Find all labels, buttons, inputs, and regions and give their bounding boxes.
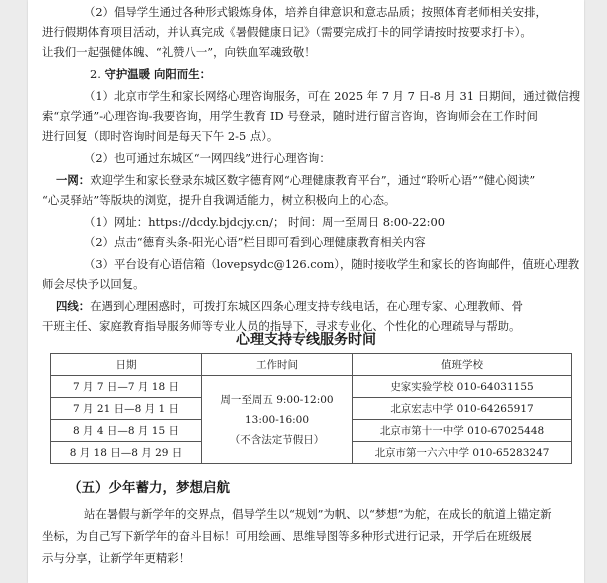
paragraph-one-net-line1 bbox=[28, 170, 607, 190]
paragraph-mailbox-line1: （3）平台设有心语信箱（lovepsydc@126.com），随时接收学生和家长的咨询邮件，值班心理教 bbox=[84, 257, 580, 271]
hotline-schedule-table bbox=[50, 353, 572, 464]
section-five-line1: 站在暑假与新学年的交界点，倡导学生以“规划”为帆、以“梦想”为舵，在成长的航道上锚定新 bbox=[84, 507, 552, 521]
paragraph-online-counsel-line1: （1）北京市学生和家长网络心理咨询服务，可在 2025 年 7 月 7 日-8 月 31 日期间，通过微信搜 bbox=[84, 89, 581, 103]
paragraph-exercise-line1: （2）倡导学生通过各种形式锻炼身体，培养自律意识和意志品质；按照体育老师相关安排， bbox=[84, 5, 547, 19]
four-lines-label: 四线： bbox=[56, 299, 91, 313]
one-net-label: 一网： bbox=[56, 173, 91, 187]
header-date: 日期 bbox=[51, 354, 202, 376]
work-time-cell bbox=[202, 376, 353, 464]
paragraph-district-counsel: （2）也可通过东城区“一网四线”进行心理咨询： bbox=[84, 151, 331, 165]
header-school: 值班学校 bbox=[353, 354, 572, 376]
paragraph-four-lines-line2: 干班主任、家庭教育指导服务师等专业人员的指导下，寻求专业化、个性化的心理疏导与帮助。 bbox=[42, 319, 521, 333]
heading-number: 2. bbox=[90, 67, 101, 81]
row-school: 史家实验学校 010-64031155 bbox=[353, 376, 572, 398]
heading-text: 守护温暖 向阳而生： bbox=[104, 67, 211, 81]
work-time-note: （不含法定节假日） bbox=[229, 433, 325, 446]
header-work-time: 工作时间 bbox=[202, 354, 353, 376]
row-date: 7 月 21 日—8 月 1 日 bbox=[51, 398, 202, 420]
table-title: 心理支持专线服务时间 bbox=[236, 332, 376, 348]
table-header-row bbox=[51, 354, 572, 376]
paragraph-exercise-line2: 进行假期体育项目活动，并认真完成《暑假健康日记》（需要完成打卡的同学请按时按要求打卡）。 bbox=[42, 25, 532, 39]
document-page bbox=[28, 0, 584, 583]
four-lines-text: 在遇到心理困惑时，可拨打东城区四条心理支持专线电话，在心理专家、心理教师、骨 bbox=[90, 299, 524, 313]
paragraph-website-info: （1）网址：https://dcdy.bjdcjy.cn/； 时间：周一至周日 8:00-22:00 bbox=[84, 215, 445, 229]
row-school: 北京市第一六六中学 010-65283247 bbox=[353, 442, 572, 464]
paragraph-mailbox-line2: 师会尽快予以回复。 bbox=[42, 277, 145, 291]
section-five-line3: 示与分享，让新学年更精彩！ bbox=[42, 551, 191, 565]
work-time-line: 13:00-16:00 bbox=[244, 413, 310, 426]
paragraph-one-net-line2: “心灵驿站”等版块的浏览，提升自我调适能力，树立积极向上的心态。 bbox=[42, 193, 396, 207]
row-date: 7 月 7 日—7 月 18 日 bbox=[51, 376, 202, 398]
one-net-text: 欢迎学生和家长登录东城区数字德育网“心理健康教育平台”，通过“聆听心语”“健心阅读” bbox=[90, 173, 536, 187]
section-five-title: （五）少年蓄力，梦想启航 bbox=[68, 480, 230, 496]
work-time-line: 周一至周五 9:00-12:00 bbox=[220, 393, 334, 406]
table-row bbox=[51, 376, 572, 398]
paragraph-online-counsel-line3: 进行回复（即时咨询时间是每天下午 2-5 点）。 bbox=[42, 129, 279, 143]
row-date: 8 月 4 日—8 月 15 日 bbox=[51, 420, 202, 442]
paragraph-exercise-line3: 让我们一起强健体魄、“礼赞八一”，向铁血军魂致敬！ bbox=[42, 45, 316, 59]
row-school: 北京宏志中学 010-64265917 bbox=[353, 398, 572, 420]
row-school: 北京市第十一中学 010-67025448 bbox=[353, 420, 572, 442]
row-date: 8 月 18 日—8 月 29 日 bbox=[51, 442, 202, 464]
paragraph-column-info: （2）点击“德育头条-阳光心语”栏目即可看到心理健康教育相关内容 bbox=[84, 235, 426, 249]
paragraph-four-lines-line1 bbox=[28, 296, 607, 316]
paragraph-online-counsel-line2: 索“京学通”-心理咨询-我要咨询，用学生教育 ID 号登录，随时进行留言咨询，咨询师会在工作时间 bbox=[42, 109, 538, 123]
section-five-line2: 坐标，为自己写下新学年的奋斗目标！可用绘画、思维导图等多种形式进行记录，开学后在班级展 bbox=[42, 529, 532, 543]
heading-guard-warmth bbox=[28, 64, 607, 84]
